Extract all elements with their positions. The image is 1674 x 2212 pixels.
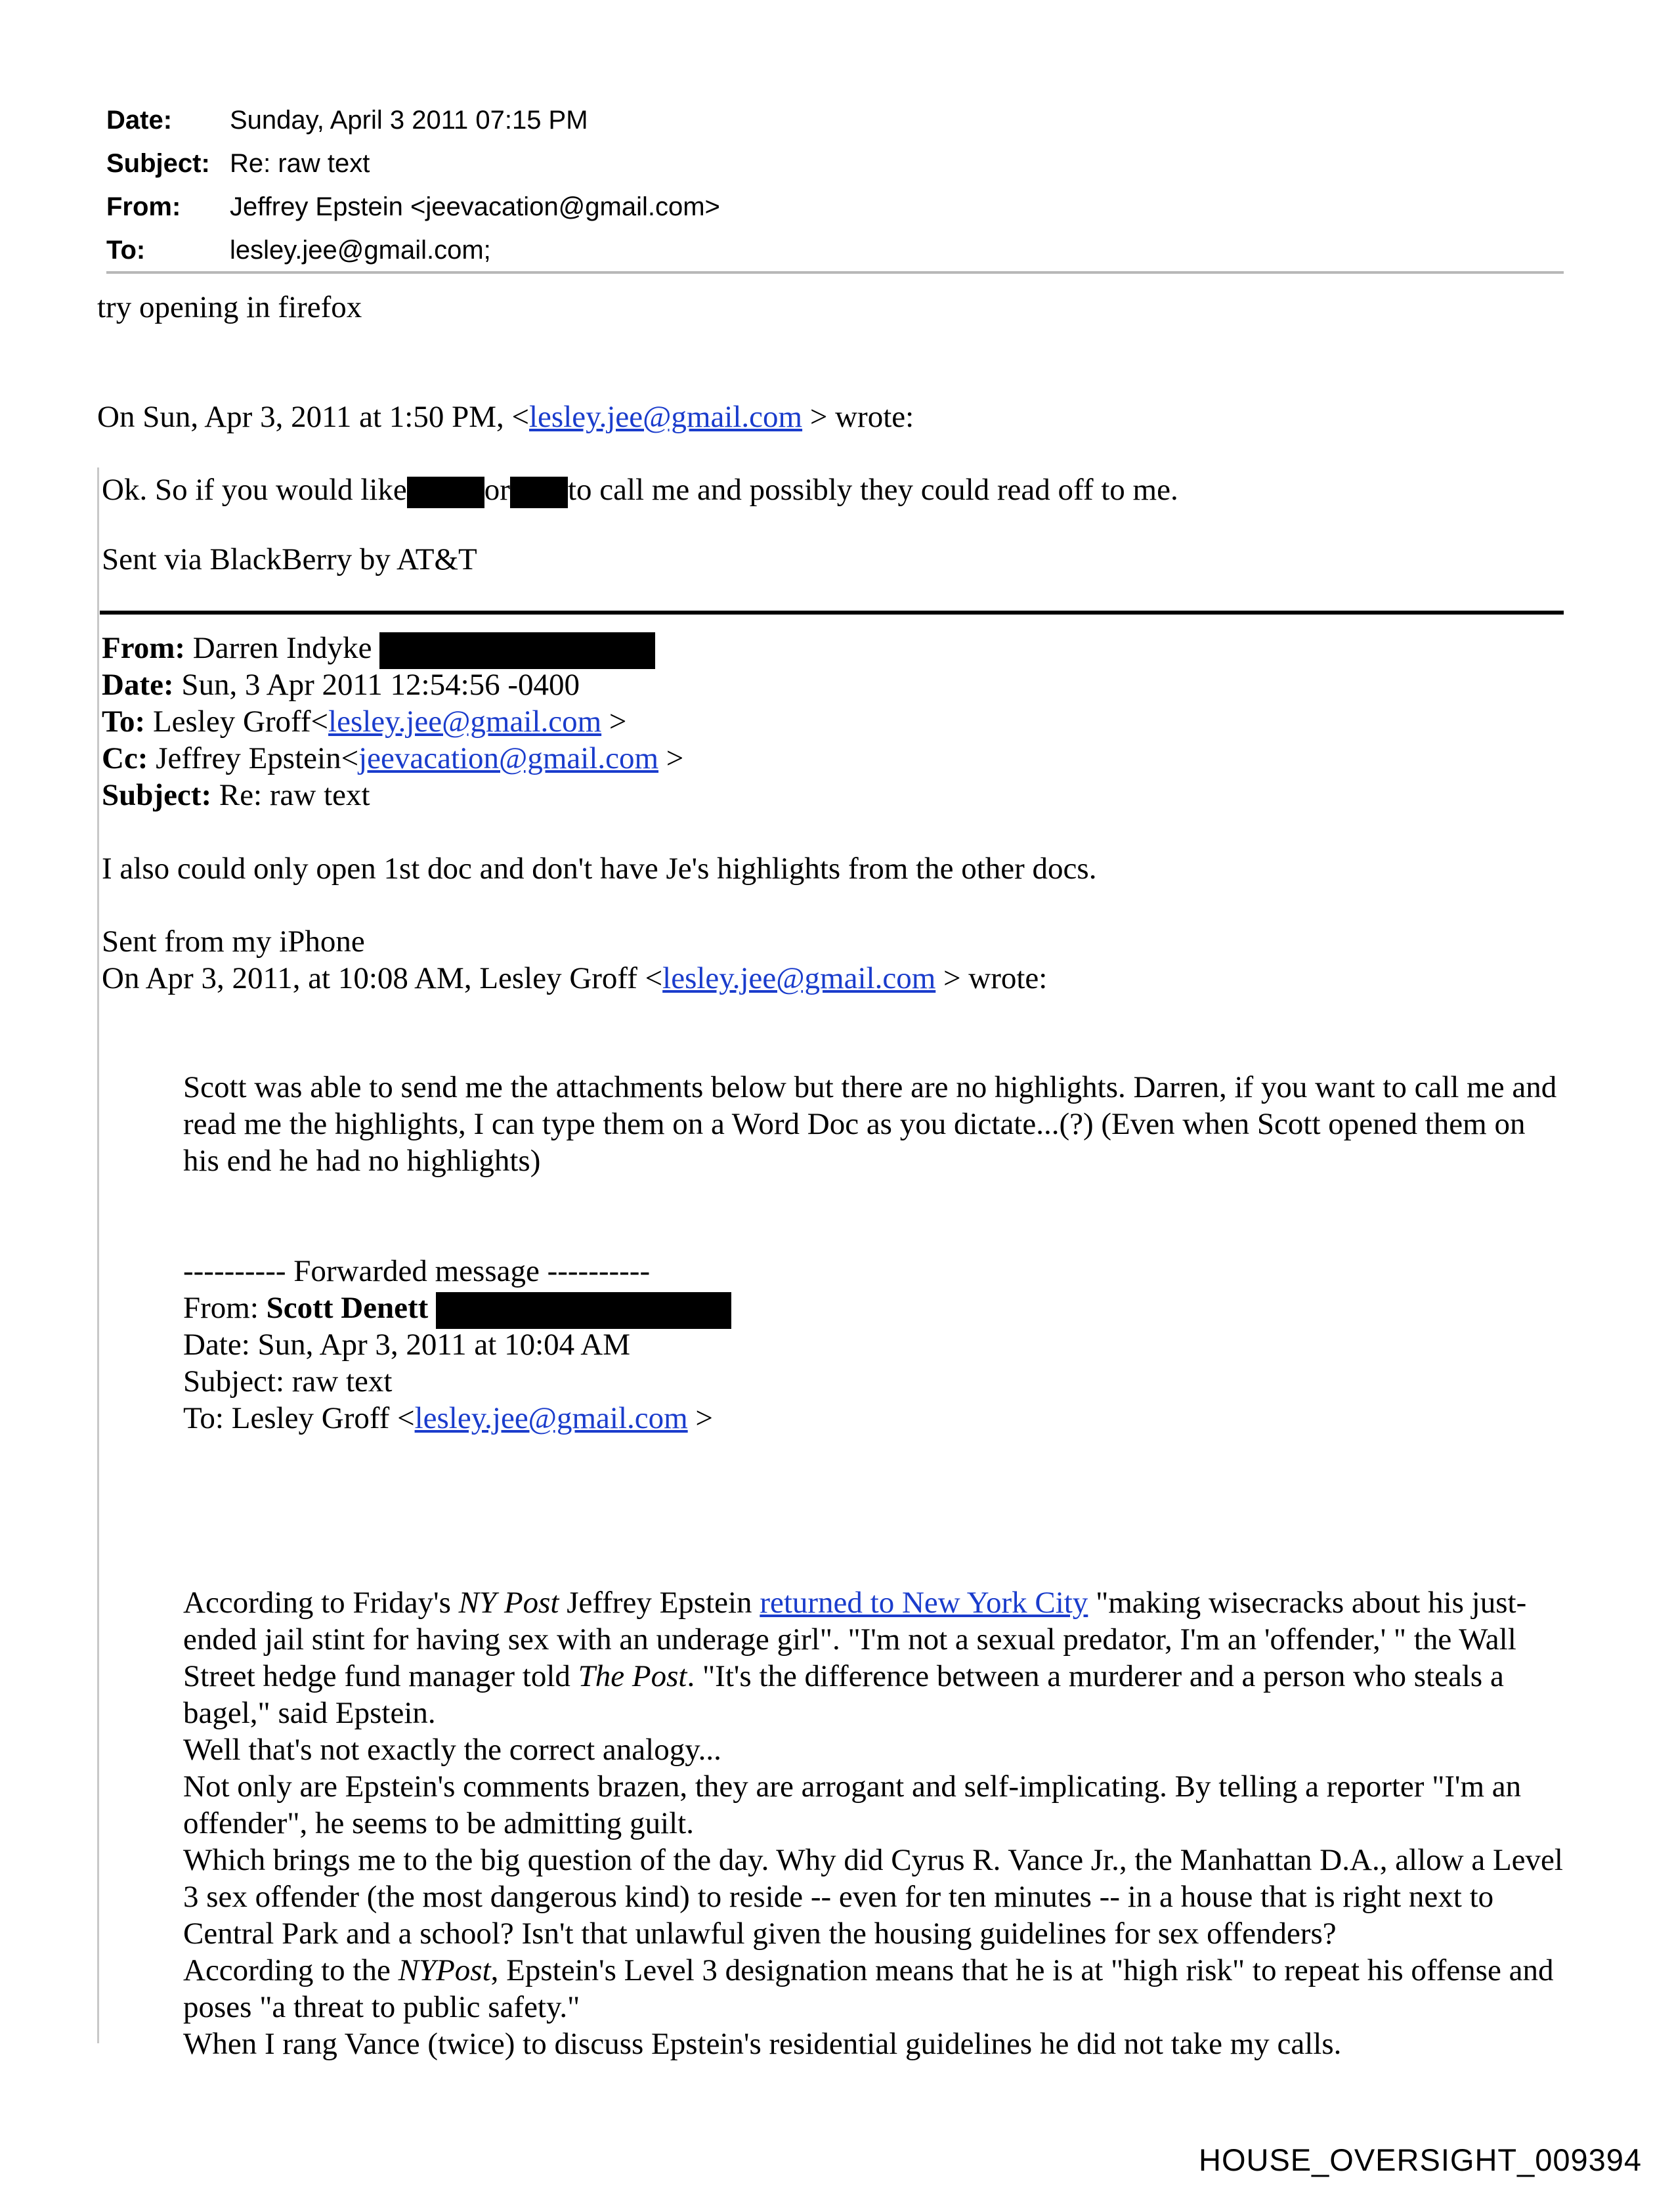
article-text: "making wisecracks about his just-ended jail stint for having sex with an underage girl". "I'm not a sexual predator, I'm an 'offender,' " the Wall Street hedge fund manager told xyxy=(183,1586,1527,1693)
header-to-label: To: xyxy=(106,235,146,265)
darren-body: I also could only open 1st doc and don't have Je's highlights from the other docs. xyxy=(102,852,1097,886)
article-paragraph-6: When I rang Vance (twice) to discuss Epstein's residential guidelines he did not take my calls. xyxy=(183,2027,1342,2061)
article-text-italic: NYPost xyxy=(398,1953,491,1987)
darren-attribution xyxy=(102,960,1047,997)
darren-date-value: Sun, 3 Apr 2011 12:54:56 -0400 xyxy=(181,668,580,702)
header-date-label: Date: xyxy=(106,105,173,135)
header-subject-value: Re: raw text xyxy=(230,148,370,178)
forwarded-to-line xyxy=(183,1400,713,1437)
darren-cc-value: Jeffrey Epstein< xyxy=(156,741,359,775)
darren-date-line xyxy=(102,666,580,703)
redaction-box xyxy=(407,477,484,508)
article-paragraph-5 xyxy=(183,1952,1568,2026)
article-text: . "It's the difference between a murderer and a person who steals a bagel," said Epstein. xyxy=(183,1659,1504,1730)
article-paragraph-3: Not only are Epstein's comments brazen, they are arrogant and self-implicating. By telling a reporter "I'm an offender", he seems to be admitting guilt. xyxy=(183,1769,1522,1840)
darren-cc-close: > xyxy=(658,741,684,775)
article-paragraph-2: Well that's not exactly the correct analogy... xyxy=(183,1733,721,1767)
darren-cc-label: Cc: xyxy=(102,741,148,775)
header-from-value: Jeffrey Epstein <jeevacation@gmail.com> xyxy=(230,192,720,221)
quote1-line1-a: Ok. So if you would like xyxy=(102,473,407,507)
darren-to-close: > xyxy=(601,705,627,739)
darren-on-suffix: > wrote: xyxy=(935,961,1048,995)
email-header xyxy=(106,98,1564,272)
article-body xyxy=(183,1584,1568,2062)
forwarded-from-name: Scott Denett xyxy=(266,1291,429,1325)
darren-cc-line xyxy=(102,740,683,777)
header-to-row xyxy=(106,228,1564,272)
header-subject-row xyxy=(106,142,1564,185)
darren-subject-label: Subject: xyxy=(102,778,212,812)
quote1-on-suffix: > wrote: xyxy=(802,400,914,434)
forwarded-date-line: Date: Sun, Apr 3, 2011 at 10:04 AM xyxy=(183,1328,631,1362)
darren-subject-value: Re: raw text xyxy=(219,778,370,812)
quote1-line1 xyxy=(102,471,1178,508)
redaction-box xyxy=(510,477,568,508)
header-to-value: lesley.jee@gmail.com; xyxy=(230,235,491,265)
bates-number: HOUSE_OVERSIGHT_009394 xyxy=(1199,2142,1642,2177)
lesley-paragraph: Scott was able to send me the attachments below but there are no highlights. Darren, if you want to call me and read me the highlights, I can type them on a Word Doc as you dictate...(?) (Even when Scott opened them on his end he had no highlights) xyxy=(183,1070,1557,1178)
forwarded-to-email-link[interactable]: lesley.jee@gmail.com xyxy=(414,1401,688,1435)
header-date-row xyxy=(106,98,1564,142)
article-link[interactable]: returned to New York City xyxy=(760,1586,1088,1620)
darren-from-value: Darren Indyke xyxy=(192,631,372,665)
quote1-on-prefix: On Sun, Apr 3, 2011 at 1:50 PM, < xyxy=(97,400,529,434)
redaction-box xyxy=(379,632,655,669)
article-text: According to the xyxy=(183,1953,398,1987)
header-date-value: Sunday, April 3 2011 07:15 PM xyxy=(230,105,588,135)
quote1-email-link[interactable]: lesley.jee@gmail.com xyxy=(529,400,803,434)
darren-from-line xyxy=(102,630,655,669)
darren-subject-line xyxy=(102,777,370,813)
darren-from-label: From: xyxy=(102,631,186,665)
forwarded-to-suffix: > xyxy=(687,1401,713,1435)
forwarded-from-label: From: xyxy=(183,1291,267,1325)
article-text: , Epstein's Level 3 designation means that he is at "high risk" to repeat his offense and poses "a threat to public safety." xyxy=(183,1953,1554,2024)
redaction-box xyxy=(436,1292,731,1329)
darren-on-email-link[interactable]: lesley.jee@gmail.com xyxy=(662,961,936,995)
header-from-row xyxy=(106,185,1564,228)
quoted-divider xyxy=(100,611,1564,615)
darren-cc-email-link[interactable]: jeevacation@gmail.com xyxy=(358,741,659,775)
quote1-line1-b: or xyxy=(484,473,510,507)
article-text: Jeffrey Epstein xyxy=(559,1586,760,1620)
header-subject-label: Subject: xyxy=(106,148,210,178)
quote1-signature: Sent via BlackBerry by AT&T xyxy=(102,542,477,576)
darren-to-email-link[interactable]: lesley.jee@gmail.com xyxy=(328,705,602,739)
article-text-italic: The Post xyxy=(578,1659,687,1693)
darren-to-line xyxy=(102,703,626,740)
forwarded-banner: ---------- Forwarded message ---------- xyxy=(183,1254,651,1288)
article-paragraph-4: Which brings me to the big question of the day. Why did Cyrus R. Vance Jr., the Manhattan D.A., allow a Level 3 sex offender (the most dangerous kind) to reside -- even for ten minutes -- in a house that is right next to Central Park and a school? Isn't that unlawful given the housing guidelines for sex offenders? xyxy=(183,1843,1563,1951)
article-text-italic: NY Post xyxy=(458,1586,559,1620)
darren-to-value: Lesley Groff< xyxy=(152,705,329,739)
forwarded-from-line xyxy=(183,1290,731,1329)
forwarded-subject-line: Subject: raw text xyxy=(183,1364,393,1399)
darren-to-label: To: xyxy=(102,705,146,739)
forwarded-to-prefix: To: Lesley Groff < xyxy=(183,1401,415,1435)
reply-text: try opening in firefox xyxy=(97,290,362,324)
header-from-label: From: xyxy=(106,192,181,221)
article-text: According to Friday's xyxy=(183,1586,459,1620)
darren-date-label: Date: xyxy=(102,668,174,702)
quote1-line1-c: to call me and possibly they could read off to me. xyxy=(567,473,1178,507)
header-divider xyxy=(106,271,1564,274)
quote1-attribution xyxy=(97,399,914,435)
darren-on-prefix: On Apr 3, 2011, at 10:08 AM, Lesley Groff < xyxy=(102,961,663,995)
darren-signature: Sent from my iPhone xyxy=(102,924,365,959)
article-paragraph-1 xyxy=(183,1584,1568,1731)
quote-bar xyxy=(97,467,99,2043)
